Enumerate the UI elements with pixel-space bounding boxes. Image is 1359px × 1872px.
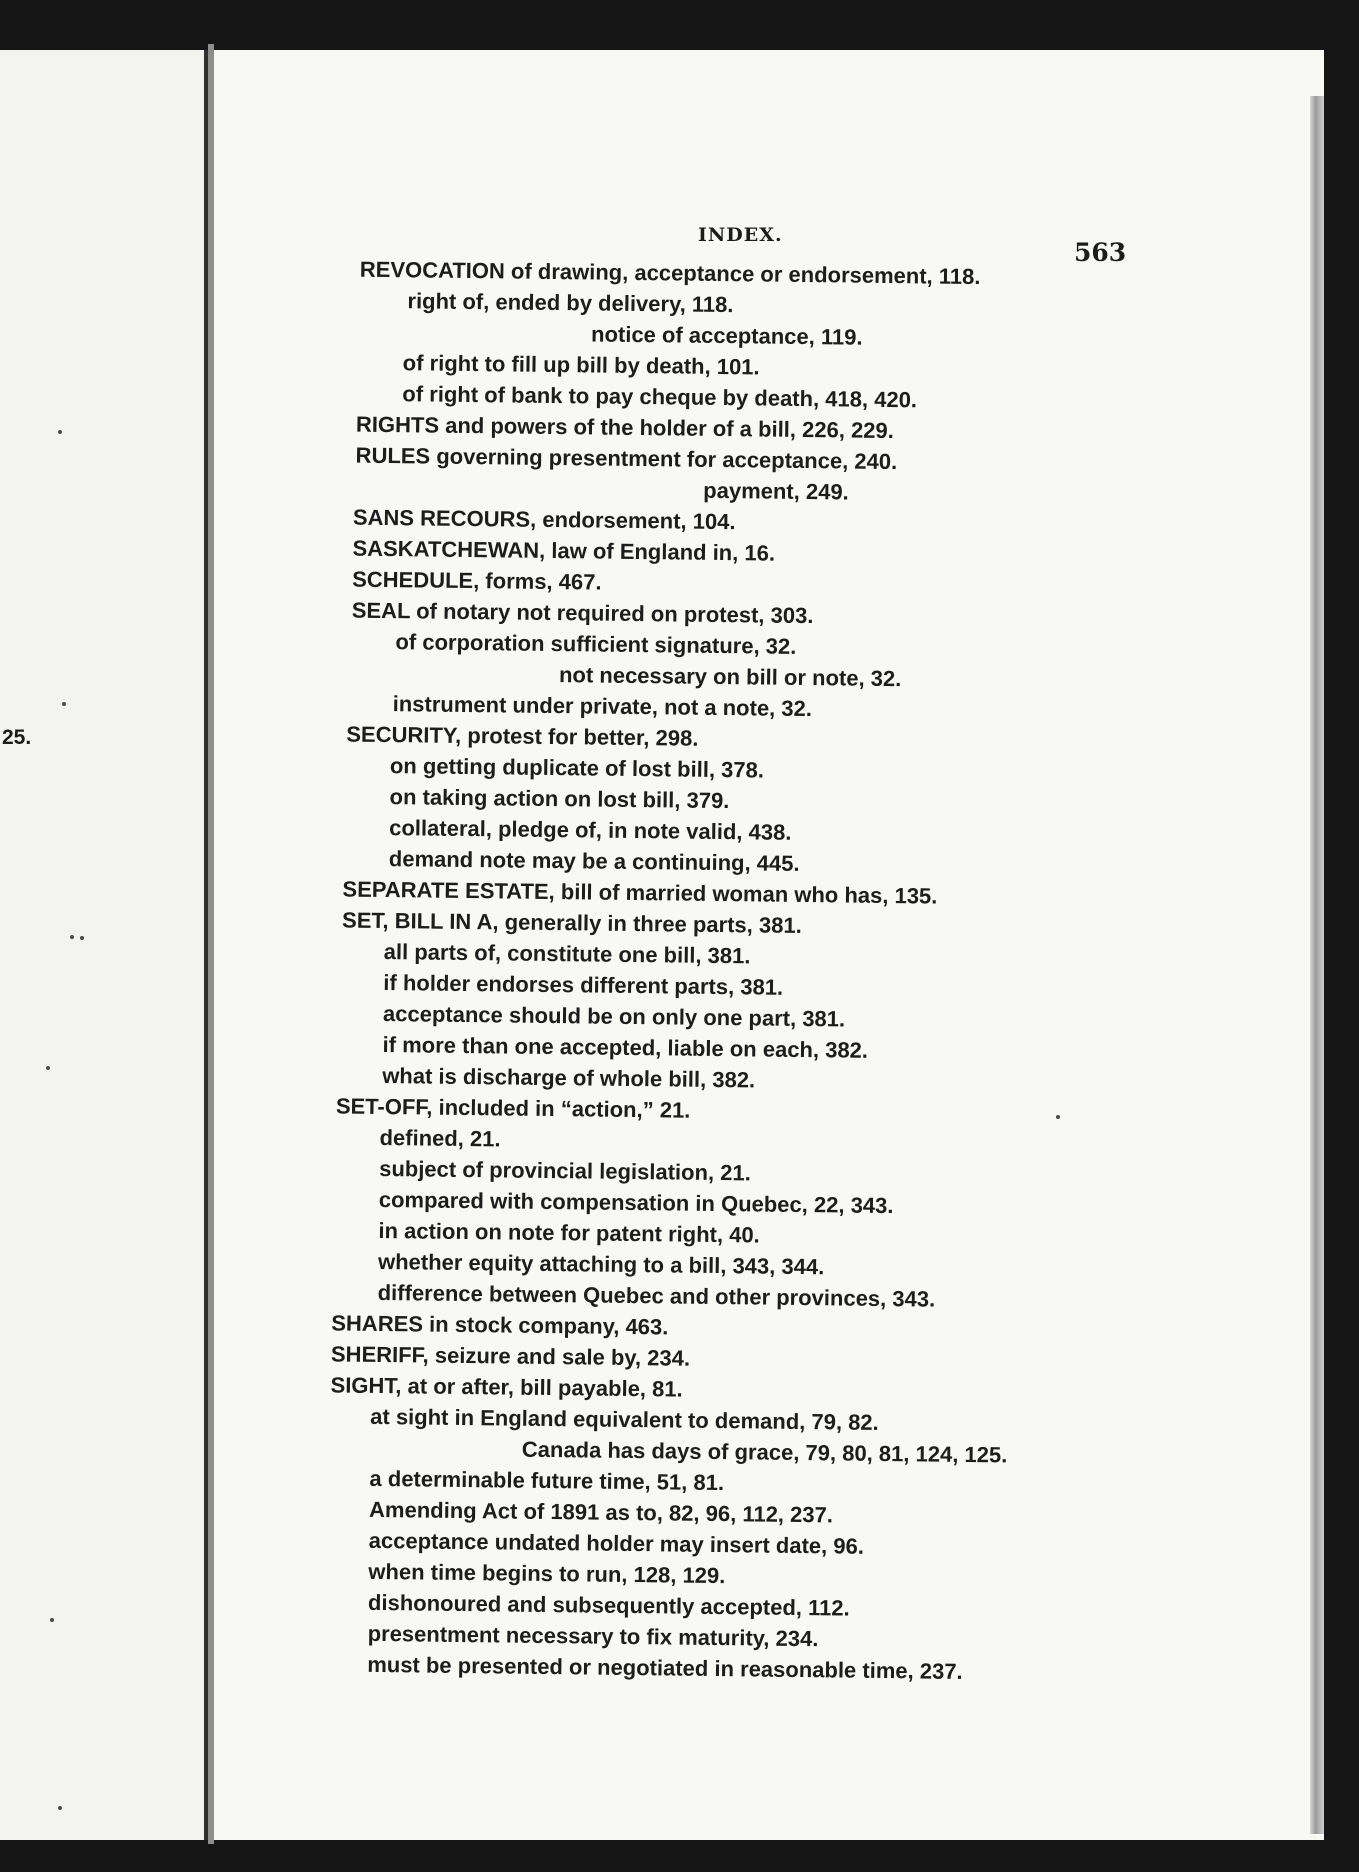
index-line: instrument under private, not a note, 32. bbox=[392, 691, 813, 722]
index-line: if more than one accepted, liable on each, 382. bbox=[382, 1032, 869, 1063]
index-line: SIGHT, at or after, bill payable, 81. bbox=[330, 1372, 683, 1402]
speck bbox=[62, 702, 66, 706]
page-edge-shadow bbox=[1310, 96, 1324, 1834]
scan-top-border bbox=[0, 0, 1324, 50]
index-line: on getting duplicate of lost bill, 378. bbox=[389, 753, 765, 783]
index-line: of right to fill up bill by death, 101. bbox=[402, 350, 760, 380]
index-line: SEPARATE ESTATE, bill of married woman who has, 135. bbox=[342, 876, 938, 909]
index-line: must be presented or negotiated in reasonable time, 237. bbox=[367, 1651, 963, 1684]
index-line: SHARES in stock company, 463. bbox=[331, 1310, 669, 1340]
index-line: on taking action on lost bill, 379. bbox=[389, 784, 730, 814]
index-line: defined, 21. bbox=[379, 1125, 501, 1152]
index-line: Canada has days of grace, 79, 80, 81, 124, 125. bbox=[521, 1436, 1008, 1468]
speck bbox=[50, 1618, 54, 1622]
scan-right-border bbox=[1324, 0, 1359, 1872]
index-line: SANS RECOURS, endorsement, 104. bbox=[352, 504, 736, 535]
index-line: presentment necessary to fix maturity, 234. bbox=[367, 1620, 819, 1652]
index-line: at sight in England equivalent to demand, 79, 82. bbox=[370, 1403, 879, 1435]
index-entries bbox=[283, 256, 1080, 1684]
index-line: a determinable future time, 51, 81. bbox=[369, 1465, 725, 1496]
index-line: payment, 249. bbox=[703, 477, 849, 505]
page-header: INDEX. bbox=[698, 224, 783, 246]
index-line: RULES governing presentment for acceptance, 240. bbox=[355, 442, 898, 475]
index-line: acceptance undated holder may insert date, 96. bbox=[368, 1527, 865, 1559]
index-line: right of, ended by delivery, 118. bbox=[407, 288, 734, 318]
page-number: 563 bbox=[1074, 238, 1127, 267]
index-line: SCHEDULE, forms, 467. bbox=[352, 566, 602, 595]
index-line: SET-OFF, included in “action,” 21. bbox=[335, 1093, 691, 1123]
speck bbox=[46, 1066, 50, 1070]
index-line: notice of acceptance, 119. bbox=[590, 321, 863, 350]
index-line: Amending Act of 1891 as to, 82, 96, 112, 237. bbox=[368, 1496, 834, 1528]
left-page-margin-number: 25. bbox=[2, 726, 32, 749]
speck bbox=[80, 936, 84, 940]
index-line: in action on note for patent right, 40. bbox=[378, 1218, 760, 1248]
index-line: when time begins to run, 128, 129. bbox=[368, 1558, 726, 1589]
index-line: acceptance should be on only one part, 381. bbox=[382, 1001, 846, 1032]
index-line: SASKATCHEWAN, law of England in, 16. bbox=[352, 535, 776, 566]
index-line: dishonoured and subsequently accepted, 112. bbox=[367, 1589, 850, 1621]
index-line: of corporation sufficient signature, 32. bbox=[395, 629, 797, 659]
index-line: subject of provincial legislation, 21. bbox=[379, 1156, 751, 1186]
index-line: not necessary on bill or note, 32. bbox=[558, 662, 902, 692]
index-line: SEAL of notary not required on protest, 303. bbox=[351, 597, 814, 629]
index-line: of right of bank to pay cheque by death, 418, 420. bbox=[402, 381, 918, 413]
index-line: SHERIFF, seizure and sale by, 234. bbox=[330, 1341, 691, 1371]
index-line: demand note may be a continuing, 445. bbox=[388, 846, 800, 876]
index-line: all parts of, constitute one bill, 381. bbox=[383, 939, 751, 969]
index-line: SET, BILL IN A, generally in three parts, 381. bbox=[341, 907, 802, 939]
index-line: collateral, pledge of, in note valid, 438. bbox=[389, 815, 792, 845]
index-line: SECURITY, protest for better, 298. bbox=[346, 721, 699, 751]
speck bbox=[58, 1806, 62, 1810]
index-line: difference between Quebec and other provinces, 343. bbox=[377, 1279, 936, 1312]
speck bbox=[58, 430, 62, 434]
scan-bottom-border bbox=[0, 1840, 1324, 1872]
index-line: compared with compensation in Quebec, 22, 343. bbox=[378, 1187, 894, 1219]
index-line: what is discharge of whole bill, 382. bbox=[382, 1063, 756, 1093]
speck bbox=[70, 935, 74, 939]
left-page bbox=[0, 50, 208, 1840]
index-line: REVOCATION of drawing, acceptance or endorsement, 118. bbox=[359, 256, 981, 290]
index-line: RIGHTS and powers of the holder of a bill, 226, 229. bbox=[355, 411, 895, 444]
index-line: whether equity attaching to a bill, 343, 344. bbox=[377, 1248, 825, 1280]
index-line: if holder endorses different parts, 381. bbox=[383, 970, 784, 1000]
